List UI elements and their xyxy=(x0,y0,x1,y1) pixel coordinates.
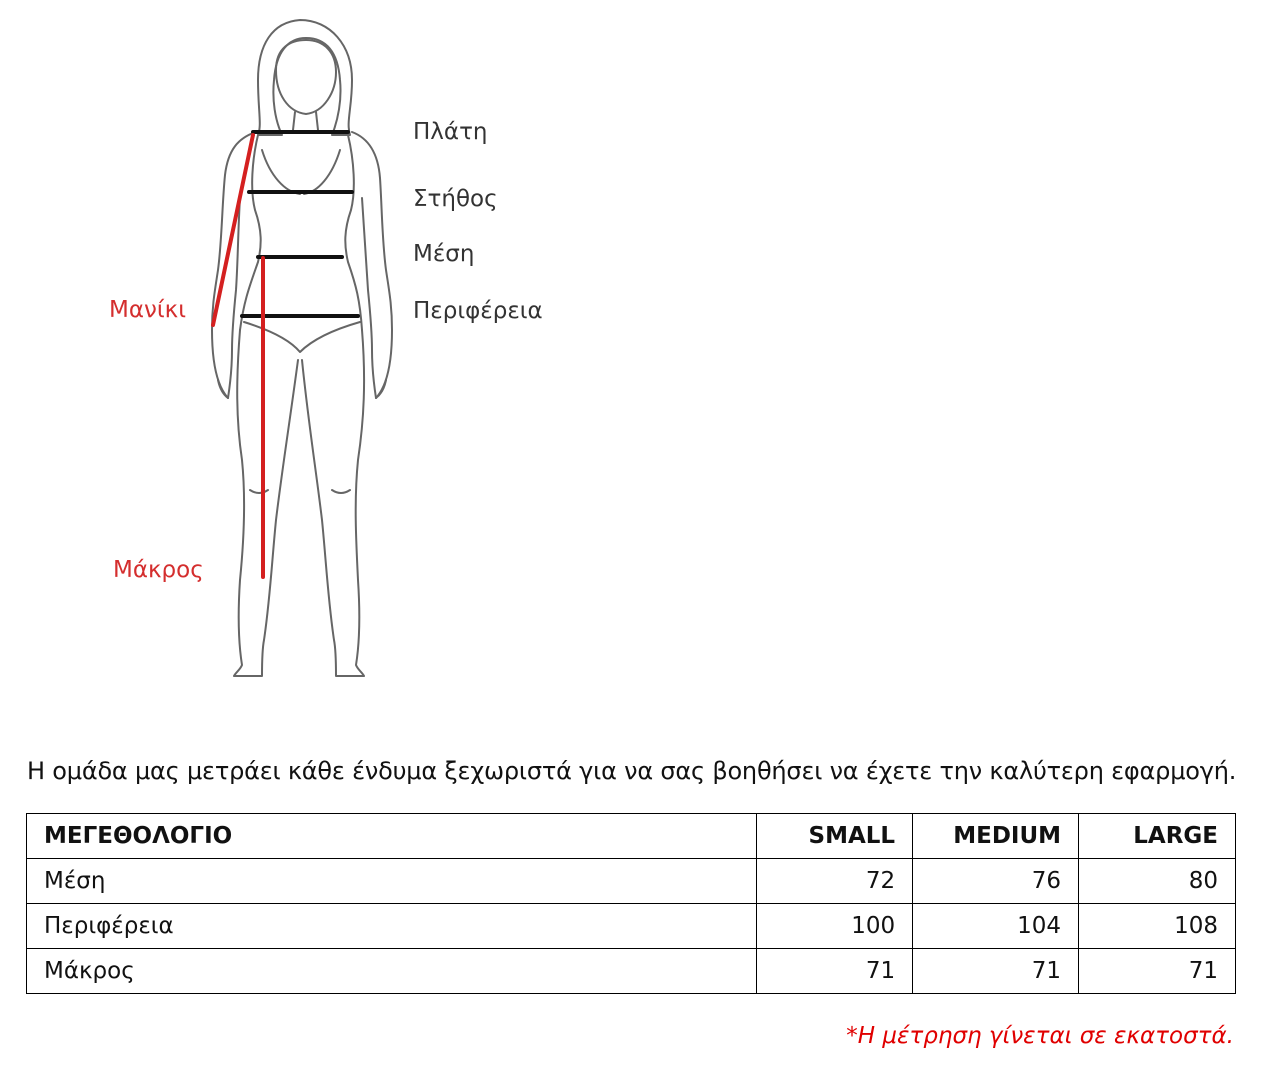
table-row xyxy=(27,859,1236,904)
label-length: Μάκρος xyxy=(113,557,204,583)
cell-medium: 76 xyxy=(913,859,1079,904)
table-row xyxy=(27,904,1236,949)
cell-small: 72 xyxy=(757,859,913,904)
label-sleeve: Μανίκι xyxy=(109,297,186,323)
intro-text: Η ομάδα μας μετράει κάθε ένδυμα ξεχωριστά για να σας βοηθήσει να έχετε την καλύτερη εφαρμογή. xyxy=(27,757,1237,785)
row-label: Μέση xyxy=(27,859,757,904)
table-header-row xyxy=(27,814,1236,859)
cell-large: 71 xyxy=(1079,949,1236,994)
cell-large: 108 xyxy=(1079,904,1236,949)
label-hips: Περιφέρεια xyxy=(413,298,543,324)
label-waist: Μέση xyxy=(413,241,475,267)
cell-medium: 71 xyxy=(913,949,1079,994)
label-shoulders: Πλάτη xyxy=(413,119,488,145)
cell-large: 80 xyxy=(1079,859,1236,904)
cell-small: 100 xyxy=(757,904,913,949)
row-label: Περιφέρεια xyxy=(27,904,757,949)
cell-small: 71 xyxy=(757,949,913,994)
label-chest: Στήθος xyxy=(413,186,498,212)
table-row xyxy=(27,949,1236,994)
size-chart-table xyxy=(26,813,1236,994)
header-medium: MEDIUM xyxy=(913,814,1079,859)
row-label: Μάκρος xyxy=(27,949,757,994)
measurement-note: *Η μέτρηση γίνεται σε εκατοστά. xyxy=(846,1023,1234,1049)
header-large: LARGE xyxy=(1079,814,1236,859)
cell-medium: 104 xyxy=(913,904,1079,949)
header-size-chart: ΜΕΓΕΘΟΛΟΓΙΟ xyxy=(27,814,757,859)
header-small: SMALL xyxy=(757,814,913,859)
